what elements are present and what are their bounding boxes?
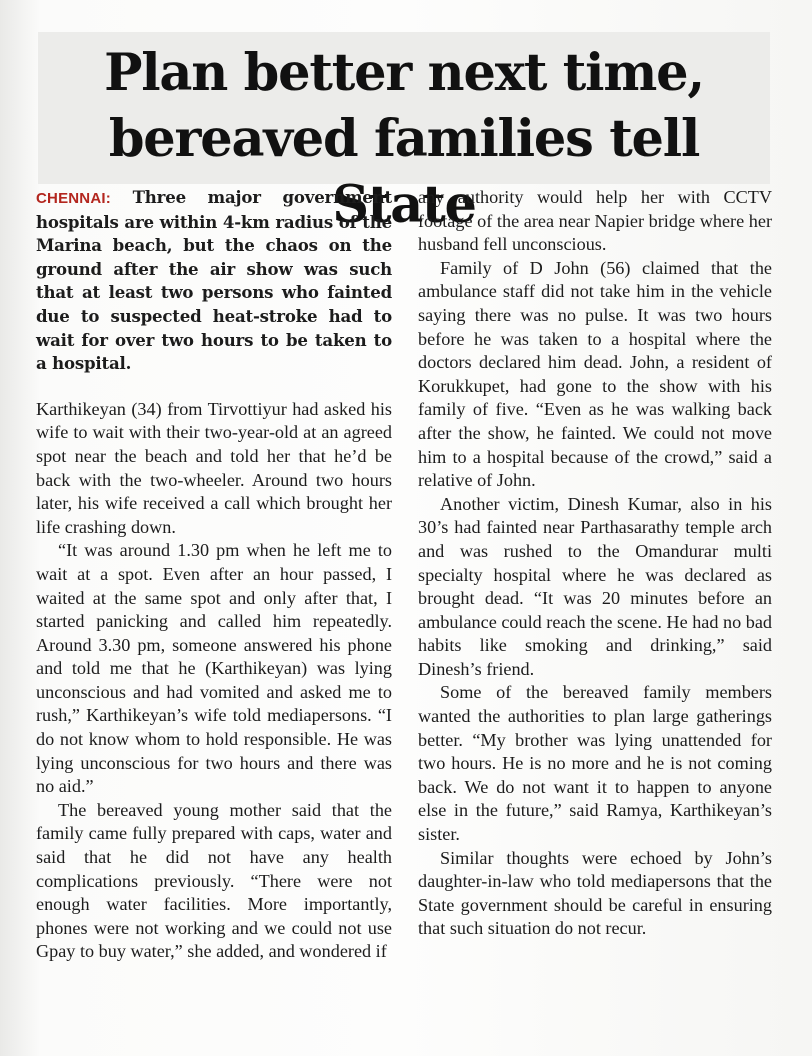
body-paragraph: Similar thoughts were echoed by John’s daughter-in-law who told mediapersons that the State government should be careful in ensuring that such situation do not recur. xyxy=(418,847,772,939)
lead-text: Three major government hospitals are within 4-km radius of the Marina beach, but the chaos on the ground after the air show was such that at least two persons who fainted due to suspected heat-stroke had to wait for over two hours to be taken to a hospital. xyxy=(36,187,392,374)
article-column-right xyxy=(418,186,772,941)
body-paragraph: “It was around 1.30 pm when he left me to wait at a spot. Even after an hour passed, I waited at the same spot and only after that, I started panicking and called him repeatedly. Around 3.30 pm, someone answered his phone and told me that he (Karthikeyan) was lying unconscious and had vomited and asked me to rush,” Karthikeyan’s wife told mediapersons. “I do not know whom to hold responsible. He was lying unconscious for two hours and there was no aid.” xyxy=(36,540,392,797)
body-paragraph: The bereaved young mother said that the family came fully prepared with caps, water and said that he did not have any health complications previously. “There were not enough water facilities. More importantly, phones were not working and we could not use Gpay to buy water,” she added, and wondered if xyxy=(36,799,392,962)
body-paragraph: Another victim, Dinesh Kumar, also in his 30’s had fainted near Parthasarathy temple arch and was rushed to the Omandurar multi specialty hospital where he was declared as brought dead. “It was 20 minutes before an ambulance could reach the scene. He had no bad habits like smoking and drinking,” said Dinesh’s friend. xyxy=(418,493,772,679)
body-paragraph: Some of the bereaved family members wanted the authorities to plan large gatherings better. “My brother was lying unattended for two hours. He is no more and he is not coming back. We do not want it to happen to anyone else in the future,” said Ramya, Karthikeyan’s sister. xyxy=(418,682,772,845)
body-paragraph: Family of D John (56) claimed that the ambulance staff did not take him in the vehicle saying there was no pulse. It was two hours before he was taken to a hospital where the doctors declared him dead. John, a resident of Korukkupet, had gone to the show with his family of five. “Even as he was walking back after the show, he fainted. We could not move him to a hospital because of the crowd,” said a relative of John. xyxy=(418,257,772,491)
article-column-left xyxy=(36,186,392,964)
headline-line-2: bereaved families tell State xyxy=(108,109,700,235)
dateline: CHENNAI: xyxy=(36,190,111,207)
headline-line-1: Plan better next time, xyxy=(104,43,704,103)
body-paragraph: any authority would help her with CCTV footage of the area near Napier bridge where her husband fell unconscious. xyxy=(418,187,772,255)
lead-paragraph xyxy=(36,186,392,376)
paragraph-gap xyxy=(36,376,392,398)
body-paragraph: Karthikeyan (34) from Tirvottiyur had asked his wife to wait with their two-year-old at an agreed spot near the beach and told her that he’d be back with the two-wheeler. Around two hours later, his wife received a call which brought her life crashing down. xyxy=(36,398,392,537)
